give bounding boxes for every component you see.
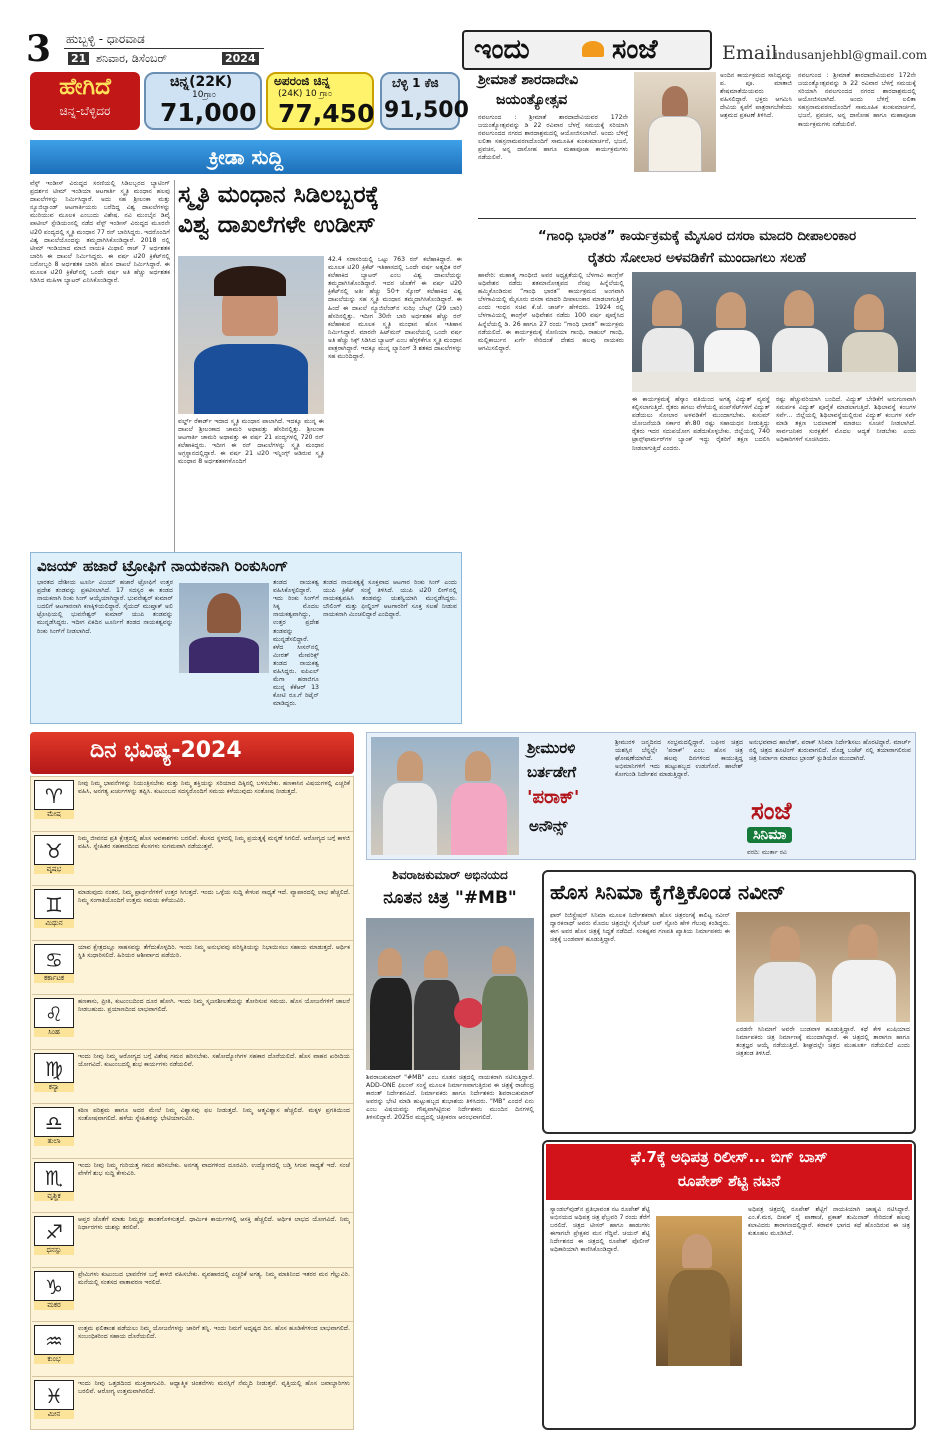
- sagittarius-icon: [34, 1216, 74, 1246]
- zodiac-prediction: ಹಣಕಾಸು, ಪ್ರೀತಿ, ಕುಟುಂಬದಿಂದ ದೂರ ಹೋಗಿ. ಇಂದು ನಿಮ್ಮ ಸೃಜನಶೀಲತೆಯನ್ನು ತೋರಿಸುವ ಸಮಯ. ಹೊಸ ಯೋಜನೆಗಳಿಗೆ ಚಾಲನೆ ನೀಡಬಹುದು. ಪ್ರಯಾಣದಿಂದ ಲಾಭವಾಗಲಿದೆ.: [78, 998, 350, 1013]
- person-1: [652, 290, 682, 326]
- roopesh-box: [542, 1140, 916, 1430]
- silver-card: [380, 72, 469, 130]
- taurus-icon: [34, 835, 74, 865]
- gold-rate-label-line2: ಚಿನ್ನ-ಬೆಳ್ಳಿದರ: [59, 104, 111, 118]
- zodiac-name: ಸಿಂಹ: [34, 1028, 74, 1037]
- mb-person-1-shirt: [370, 978, 412, 1070]
- capricorn-icon: [34, 1271, 74, 1301]
- srimurali-head-2: ಬರ್ತಡೇಗೆ: [527, 763, 577, 781]
- sanje-logo-text: ಸಂಜೆ: [751, 797, 792, 825]
- sports-headline-line1: ಸ್ಮೃತಿ ಮಂಧಾನ ಸಿಡಿಲಬ್ಬರಕ್ಕೆ: [178, 182, 379, 208]
- pisces-icon: [34, 1380, 74, 1410]
- zodiac-prediction: ಕಠಿಣ ಪರಿಶ್ರಮ ಹಾಗೂ ಅದರ ಮೇಲೆ ನಿಮ್ಮ ವಿಶ್ವಾಸವು ಫಲ ನೀಡುತ್ತದೆ. ನಿಮ್ಮ ಆತ್ಮವಿಶ್ವಾಸ ಹೆಚ್ಚಲಿದೆ. ಮಕ್ಕಳ ಪ್ರಗತಿಯಿಂದ ಸಂತೋಷವಾಗಲಿದೆ. ಹಳೆಯ ಸ್ನೇಹಿತರನ್ನು ಭೇಟಿಯಾಗುವಿರಿ.: [78, 1107, 350, 1122]
- gandhi-col2: ಈ ಕಾರ್ಯಕ್ರಮಕ್ಕೆ ಹೆಸ್ಕಾಂ ವತಿಯಿಂದ ಅಗತ್ಯ ವಿದ್ಯುತ್ ವ್ಯವಸ್ಥೆ ಕಲ್ಪಿಸಲಾಗುತ್ತಿದೆ. ರೈತರು ಹಗಲು ವೇಳೆಯಲ್ಲಿ ಪಂಪ್‌ಸೆಟ್‌ಗಳಿಗೆ ವಿದ್ಯುತ್ ಪಡೆಯಲು ಸೋಲಾರ ಅಳವಡಿಕೆಗೆ ಮುಂದಾಗಬೇಕು. ಕುಸುಮ್ ಯೋಜನೆಯಡಿ ಸರ್ಕಾರ ಶೇ.80 ರಷ್ಟು ಸಹಾಯಧನ ನೀಡುತ್ತಿದ್ದು ರೈತರು ಇದರ ಸದುಪಯೋಗ ಪಡೆದುಕೊಳ್ಳಬೇಕು. ಜಿಲ್ಲೆಯಲ್ಲಿ 740 ಟ್ರಾನ್ಸ್‌ಫಾರ್ಮರ್‌ಗಳ ಬ್ಯಾಂಕ್ ಇದ್ದು ರೈತರಿಗೆ ತಕ್ಷಣ ಬದಲಿಸಿ ನೀಡಲಾಗುತ್ತಿದೆ ಎಂದರು.: [632, 396, 770, 452]
- leo-icon: [34, 998, 74, 1028]
- gold-24k-price: 77,450: [278, 99, 375, 128]
- rinku-photo: [179, 583, 269, 673]
- gold-rate-box: [30, 72, 469, 132]
- zodiac-prediction: ಇಂದು ನೀವು ನಿಮ್ಮ ಆರೋಗ್ಯದ ಬಗ್ಗೆ ವಿಶೇಷ ಗಮನ ಹರಿಸಬೇಕು. ಸಹೋದ್ಯೋಗಿಗಳ ಸಹಕಾರ ದೊರೆಯಲಿದೆ. ಹೊಸ ವಾಹನ ಖರೀದಿಯ ಯೋಗವಿದೆ. ಕುಟುಂಬದಲ್ಲಿ ಶುಭ ಕಾರ್ಯಗಳು ನಡೆಯಲಿವೆ.: [78, 1052, 350, 1068]
- zodiac-prediction: ನೀವು ನಿಮ್ಮ ಭಾವನೆಗಳನ್ನು ನಿಯಂತ್ರಿಸಬೇಕು ಮತ್ತು ನಿಮ್ಮ ಶಕ್ತಿಯನ್ನು ಸರಿಯಾದ ದಿಕ್ಕಿನಲ್ಲಿ ಬಳಸಬೇಕು. ಹಣಕಾಸಿನ ವಿಷಯಗಳಲ್ಲಿ ಎಚ್ಚರಿಕೆ ವಹಿಸಿ, ಅನಗತ್ಯ ಖರ್ಚುಗಳನ್ನು ತಪ್ಪಿಸಿ. ಕುಟುಂಬದ ಸದಸ್ಯರೊಂದಿಗೆ ಸಮಯ ಕಳೆಯುವುದು ಸಂತೋಷ ನೀಡುತ್ತದೆ.: [78, 780, 350, 795]
- sharada-headline-line2: ಜಯಂತ್ಯೋತ್ಸವ: [496, 92, 568, 108]
- horoscope-row: [32, 776, 353, 831]
- zodiac-glyph: ♎: [45, 1111, 63, 1135]
- srimurali-photo: [371, 737, 519, 855]
- zodiac-name: ವೃಷಭ: [34, 865, 74, 874]
- srimurali-col1: ಶ್ರೀಮುರಳಿ ಜನ್ಮದಿನದ ಸಂಭ್ರಮದಲ್ಲಿದ್ದಾರೆ. ಬಘೀರ ಚಿತ್ರದ ಯಶಸ್ಸಿನ ಬೆನ್ನಲ್ಲೇ 'ಪರಾಕ್' ಎಂಬ ಹೊಸ ಚಿತ್ರ ಘೋಷಣೆಯಾಗಿದೆ. ಹಲವು ದಿನಗಳಿಂದ ಕಾಯುತ್ತಿದ್ದ ಅಭಿಮಾನಿಗಳಿಗೆ ಇದು ಹುಟ್ಟುಹಬ್ಬದ ಉಡುಗೊರೆ. ಹಾಲೇಶ್ ಕೋಗುಂಡಿ ನಿರ್ದೇಶನ ಮಾಡುತ್ತಿದ್ದಾರೆ.: [615, 739, 743, 779]
- person-3: [784, 290, 814, 326]
- zodiac-name: ಮಿಥುನ: [34, 919, 74, 928]
- vijay-hazare-col2: ತಂಡದ ನಾಯಕತ್ವ ವಹಿಸಿಕೊಳ್ಳಲಿದ್ದಾರೆ. ಇದು ರಿಂಕು ಸಿಂಗ್‌ಗೆ ಸಿಕ್ಕ ಮೊದಲ ನಾಯಕತ್ವವಾಗಿದ್ದು, ಉತ್ತರ ಪ್ರದೇಶ ತಂಡವನ್ನು ಮುನ್ನಡೆಸಲಿದ್ದಾರೆ. ಕಳೆದ ಸೀಸನ್‌ನಲ್ಲಿ ಮೀರತ್ ಮೇವರಿಕ್ಸ್ ತಂಡದ ನಾಯಕತ್ವ ವಹಿಸಿದ್ದರು. ಐಪಿಎಲ್ ಮೆಗಾ ಹರಾಜಿಗೂ ಮುನ್ನ ಕೆಕೆಆರ್ 13 ಕೋಟಿ ರೂ.ಗೆ ರಿಟೈನ್ ಮಾಡಿದ್ದರು.: [273, 579, 319, 708]
- roopesh-col2: ಅಧಿಪತ್ರ ಚಿತ್ರದಲ್ಲಿ ರೂಪೇಶ್ ಶೆಟ್ಟಿಗೆ ನಾಯಕಿಯಾಗಿ ಜಾಹ್ನವಿ ನಟಿಸಿದ್ದಾರೆ. ಎಂ.ಕೆ.ಮಠ, ದೀಪಕ್ ರೈ ಪಾಣಾಜೆ, ಪ್ರಕಾಶ್ ತುಮಿನಾಡ್ ಸೇರಿದಂತೆ ಹಲವು ಕಲಾವಿದರು ತಾರಾಗಣದಲ್ಲಿದ್ದಾರೆ. ಕರಾವಳಿ ಭಾಗದ ಕಥೆ ಹೊಂದಿರುವ ಈ ಚಿತ್ರ ಕುತೂಹಲ ಮೂಡಿಸಿದೆ.: [748, 1206, 910, 1238]
- naveen-box: [542, 870, 916, 1134]
- naveen-photo: [736, 912, 910, 1022]
- zodiac-name: ಕುಂಭ: [34, 1355, 74, 1364]
- zodiac-name: ವೃಶ್ಚಿಕ: [34, 1192, 74, 1201]
- horoscope-row: [32, 1267, 353, 1322]
- zodiac-name: ಕನ್ಯಾ: [34, 1083, 74, 1092]
- smriti-hair: [214, 266, 286, 296]
- mb-head-2: ನೂತನ ಚಿತ್ರ "#MB": [383, 888, 517, 908]
- roopesh-head-2: ರೂಪೇಶ್ ಶೆಟ್ಟಿ ನಟನೆ: [677, 1172, 781, 1190]
- srimurali-head-1: ಶ್ರೀಮುರಳಿ: [527, 739, 576, 757]
- srimurali-face-2: [465, 751, 491, 781]
- horoscope-row: [32, 1158, 353, 1213]
- edition-label: ಹುಬ್ಬಳ್ಳಿ - ಧಾರವಾಡ: [66, 32, 145, 46]
- zodiac-glyph: ♈: [45, 784, 63, 808]
- silver-price: 91,500: [384, 98, 469, 123]
- sanje-cinema-logo: [747, 797, 839, 853]
- zodiac-prediction: ಇಂದು ನೀವು ನಿಮ್ಮ ಗುರಿಯತ್ತ ಗಮನ ಹರಿಸಬೇಕು. ಅನಗತ್ಯ ವಾದಗಳಿಂದ ದೂರವಿರಿ. ಉದ್ಯೋಗದಲ್ಲಿ ಬಡ್ತಿ ಸಿಗುವ ಸಾಧ್ಯತೆ ಇದೆ. ಸಂಜೆ ವೇಳೆಗೆ ಶುಭ ಸುದ್ದಿ ಕೇಳುವಿರಿ.: [78, 1161, 350, 1177]
- gold-24k-card: [266, 72, 374, 130]
- vijay-hazare-col1: ಭಾರತದ ದೇಶೀಯ ಟೂರ್ನಿ ವಿಜಯ್ ಹಜಾರೆ ಟ್ರೋಫಿಗೆ ಉತ್ತರ ಪ್ರದೇಶ ತಂಡವನ್ನು ಪ್ರಕಟಿಸಲಾಗಿದೆ. 17 ಸದಸ್ಯರ ಈ ತಂಡದ ನಾಯಕನಾಗಿ ರಿಂಕು ಸಿಂಗ್ ಆಯ್ಕೆಯಾಗಿದ್ದಾರೆ. ಭುವನೇಶ್ವರ್ ಕುಮಾರ್ ಬದಲಿಗೆ ಆಟಗಾರನಾಗಿ ಕಣಕ್ಕಿಳಿಯಲಿದ್ದಾರೆ. ಸೈಯದ್ ಮುಷ್ತಾಕ್ ಅಲಿ ಟ್ರೋಫಿಯಲ್ಲಿ ಭುವನೇಶ್ವರ್ ಕುಮಾರ್ ಯುಪಿ ತಂಡವನ್ನು ಮುನ್ನಡೆಸಿದ್ದರು. ಇದೀಗ ಏಕದಿನ ಟೂರ್ನಿಗೆ ತಂಡದ ನಾಯಕತ್ವವನ್ನು ರಿಂಕು ಸಿಂಗ್‌ಗೆ ನೀಡಲಾಗಿದೆ.: [37, 579, 173, 635]
- smriti-photo: [178, 256, 324, 414]
- sports-section-title: ಕ್ರೀಡಾ ಸುದ್ದಿ: [208, 145, 284, 169]
- sharada-robe: [648, 116, 702, 172]
- horoscope-row: [32, 1049, 353, 1104]
- mb-body: ಶಿವರಾಜಕುಮಾರ್ "#MB" ಎಂಬ ನೂತನ ಚಿತ್ರದಲ್ಲಿ ನಾಯಕರಾಗಿ ನಟಿಸುತ್ತಿದ್ದಾರೆ. ADD-ONE ಫಿಲಂಸ್ ಸಂಸ್ಥೆ ಮೂಲಕ ನಿರ್ಮಾಣವಾಗುತ್ತಿರುವ ಈ ಚಿತ್ರಕ್ಕೆ ರಾಜೇಂದ್ರ ಕಾರಂತ್ ನಿರ್ದೇಶನವಿದೆ. ನಿರ್ಮಾಪಕರು ಹಾಗೂ ನಿರ್ದೇಶಕರು ಶಿವರಾಜಕುಮಾರ್ ಅವರನ್ನು ಭೇಟಿ ಮಾಡಿ ಹುಟ್ಟುಹಬ್ಬದ ಶುಭಾಶಯ ತಿಳಿಸಿದರು. "MB" ಎಂದರೆ ಏನು ಎಂಬ ವಿಷಯವನ್ನು ಗೌಪ್ಯವಾಗಿಟ್ಟಿರುವ ನಿರ್ದೇಶಕರು ಮುಂದಿನ ದಿನಗಳಲ್ಲಿ ತಿಳಿಸಲಿದ್ದಾರೆ. 2025ರ ಮಧ್ಯದಲ್ಲಿ ಚಿತ್ರೀಕರಣ ಆರಂಭವಾಗಲಿದೆ.: [366, 1074, 534, 1122]
- gold-24k-unit: (24K) 10 ಗ್ರಾಂ: [278, 89, 332, 99]
- gandhi-col1: ಹಾವೇರಿ: ಮಹಾತ್ಮ ಗಾಂಧೀಜಿ ಅವರ ಅಧ್ಯಕ್ಷತೆಯಲ್ಲಿ ಬೆಳಗಾವಿ ಕಾಂಗ್ರೆಸ್ ಅಧಿವೇಶನ ನಡೆದು ಶತಮಾನೋತ್ಸವದ ನೆನಪು ಹಿನ್ನೆಲೆಯಲ್ಲಿ ಹಮ್ಮಿಕೊಂಡಿರುವ “ಗಾಂಧಿ ಭಾರತ” ಕಾರ್ಯಕ್ರಮದ ಅಂಗವಾಗಿ ಬೆಳಗಾವಿಯಲ್ಲಿ ಮೈಸೂರು ದಸರಾ ಮಾದರಿ ದೀಪಾಲಂಕಾರ ಮಾಡಲಾಗುತ್ತಿದೆ ಎಂದು ಇಂಧನ ಸಚಿವ ಕೆ.ಜೆ. ಜಾರ್ಜ್ ಹೇಳಿದರು. 1924 ರಲ್ಲಿ ಬೆಳಗಾವಿಯಲ್ಲಿ ಕಾಂಗ್ರೆಸ್ ಅಧಿವೇಶನ ನಡೆದು 100 ವರ್ಷ ಪೂರೈಸಿದ ಹಿನ್ನೆಲೆಯಲ್ಲಿ ಡಿ. 26 ಹಾಗೂ 27 ರಂದು “ಗಾಂಧಿ ಭಾರತ” ಕಾರ್ಯಕ್ರಮ ನಡೆಯಲಿದೆ. ಈ ಕಾರ್ಯಕ್ರಮಕ್ಕೆ ಸೋನಿಯಾ ಗಾಂಧಿ, ರಾಹುಲ್ ಗಾಂಧಿ, ಮಲ್ಲಿಕಾರ್ಜುನ ಖರ್ಗೆ ಸೇರಿದಂತೆ ದೇಶದ ಹಲವು ನಾಯಕರು ಆಗಮಿಸಲಿದ್ದಾರೆ.: [478, 272, 624, 352]
- paper-name-right: ಸಂಜೆ: [612, 34, 658, 65]
- zodiac-glyph: ♑: [45, 1274, 63, 1299]
- date-year: 2024: [222, 52, 259, 65]
- sharada-col2: ಅಂದಿನ ಕಾರ್ಯಕ್ರಮದ ಸಾನಿಧ್ಯವನ್ನು ಪ. ಪೂ. ಮಾತಾಜಿ ಶೇಷಮಾತೆಯಿಯವರು ವಹಿಸಲಿದ್ದಾರೆ. ಭಕ್ತರು ಆಗಮಿಸಿ ದೇವಿಯ ಕೃಪೆಗೆ ಪಾತ್ರರಾಗಬೇಕೆಂದು ಆಶ್ರಮದ ಪ್ರಕಟಣೆ ತಿಳಿಸಿದೆ.: [720, 72, 792, 120]
- gold-rate-label-line1: ಹೇಗಿದೆ: [59, 74, 111, 100]
- naveen-shirt-1: [754, 962, 816, 1022]
- mb-head-1: ಶಿವರಾಜಕುಮಾರ್ ಅಭಿನಯದ: [392, 868, 508, 882]
- srimurali-head-4: ಅನೌನ್ಸ್: [529, 817, 568, 835]
- horoscope-row: [32, 1103, 353, 1158]
- sharada-bottom-rule: [478, 218, 916, 219]
- aries-icon: [34, 780, 74, 810]
- zodiac-glyph: ♐: [45, 1220, 63, 1244]
- gandhi-headline: “ಗಾಂಧಿ ಭಾರತ” ಕಾರ್ಯಕ್ರಮಕ್ಕೆ ಮೈಸೂರ ದಸರಾ ಮಾದರಿ ದೀಪಾಲಂಕಾರ: [537, 228, 857, 244]
- libra-icon: [34, 1107, 74, 1137]
- horoscope-row: [32, 940, 353, 995]
- date-day: 21: [68, 52, 89, 65]
- mb-person-2: [424, 950, 448, 978]
- mb-photo: [366, 918, 534, 1070]
- zodiac-glyph: ♋: [45, 947, 63, 972]
- virgo-icon: [34, 1053, 74, 1083]
- horoscope-banner: [30, 732, 354, 774]
- masthead: [0, 0, 945, 70]
- roopesh-head-1: ಫೆ.7ಕ್ಕೆ ಅಧಿಪತ್ರ ರಿಲೀಸ್... ಬಿಗ್ ಬಾಸ್: [630, 1148, 828, 1166]
- paper-logo: [462, 30, 712, 70]
- zodiac-name: ಕರ್ಕಾಟಕ: [34, 974, 74, 983]
- vijay-hazare-box: [30, 552, 462, 724]
- sports-divider: [174, 180, 175, 552]
- person-4: [854, 294, 884, 330]
- mb-bouquet: [454, 998, 484, 1028]
- naveen-col2: ಎರಡನೇ ಸಿನಿಮಾಗೆ ಅವರೇ ಬಂಡವಾಳ ಹೂಡುತ್ತಿದ್ದಾರೆ. ಕಥೆ ಕೇಳಿ ಖುಷಿಯಾದ ನಿರ್ಮಾಪಕರು ಚಿತ್ರ ನಿರ್ಮಾಣಕ್ಕೆ ಮುಂದಾಗಿದ್ದಾರೆ. ಈ ಚಿತ್ರದಲ್ಲಿ ತಾರಾಗಣ ಹಾಗೂ ತಂತ್ರಜ್ಞರ ಆಯ್ಕೆ ನಡೆಯುತ್ತಿದೆ. ಶೀಘ್ರದಲ್ಲೇ ಚಿತ್ರದ ಮುಹೂರ್ತ ನಡೆಯಲಿದೆ ಎಂದು ಚಿತ್ರತಂಡ ತಿಳಿಸಿದೆ.: [736, 1026, 910, 1058]
- roopesh-face: [682, 1234, 712, 1268]
- gold-22k-title: ಚಿನ್ನ(22K): [170, 74, 233, 90]
- vijay-hazare-headline: ವಿಜಯ್ ಹಜಾರೆ ಟ್ರೋಫಿಗೆ ನಾಯಕನಾಗಿ ರಿಂಕುಸಿಂಗ್: [37, 557, 289, 575]
- sun-icon: [582, 41, 604, 57]
- press-table: [632, 372, 916, 392]
- srimurali-col2: ಅನುಭವವಾದ ಹಾಲೇಶ್, ಪರಾಕ್ ಸಿನಿಮಾ ನಿರ್ದೇಶಿಸಲು ಹೊರಟಿದ್ದಾರೆ. ಮಾರ್ಚ್ ನಲ್ಲಿ ಚಿತ್ರದ ಶೂಟಿಂಗ್ ಶುರುವಾಗಲಿದೆ. ದೊಡ್ಡ ಬಜೆಟ್ ನಲ್ಲಿ ತಯಾರಾಗಲಿರುವ ಚಿತ್ರ ನಿರ್ಮಾಣ ಮಾಡಲು ಬ್ರಾಂಡ್ ಸ್ಟುಡಿಯೋ ಮುಂದಾಗಿದೆ.: [749, 739, 911, 763]
- gold-22k-card: [144, 72, 262, 130]
- mb-person-1: [378, 948, 402, 976]
- zodiac-name: ತುಲಾ: [34, 1137, 74, 1146]
- zodiac-prediction: ಪ್ರೇಮಿಗಳು ಕುಟುಂಬದ ಭಾವನೆಗಳ ಬಗ್ಗೆ ಕಾಳಜಿ ವಹಿಸಬೇಕು. ವ್ಯವಹಾರದಲ್ಲಿ ಎಚ್ಚರಿಕೆ ಅಗತ್ಯ. ನಿಮ್ಮ ಮಾತಿನಿಂದ ಇತರರ ಮನ ಗೆಲ್ಲುವಿರಿ. ಮನೆಯಲ್ಲಿ ಸಂತಸದ ವಾತಾವರಣ ಇರಲಿದೆ.: [78, 1270, 350, 1286]
- person-2: [716, 292, 746, 328]
- zodiac-glyph: ♏: [45, 1165, 63, 1190]
- zodiac-glyph: ♌: [45, 1002, 63, 1026]
- zodiac-glyph: ♍: [45, 1056, 63, 1081]
- vijay-hazare-col3: ತಂಡದ ನಾಯಕತ್ವಕ್ಕೆ ಸೂಕ್ತವಾದ ಆಟಗಾರ ರಿಂಕು ಸಿಂಗ್ ಎಂದು ಯುಪಿ ಕ್ರಿಕೆಟ್ ಸಂಸ್ಥೆ ತಿಳಿಸಿದೆ. ಯುಪಿ ಟಿ20 ಲೀಗ್‌ನಲ್ಲಿ ನಾಯಕತ್ವವಹಿಸಿ ತಂಡವನ್ನು ಯಶಸ್ವಿಯಾಗಿ ಮುನ್ನಡೆಸಿದ್ದರು. ಬೌಲಿಂಗ್ ಮತ್ತು ಫೀಲ್ಡಿಂಗ್ ಆಟಗಾರರಿಗೆ ಸೂಕ್ತ ಸಲಹೆ ನೀಡುವ ನಾಯಕನಾಗಿ ಮಿಂಚಲಿದ್ದಾರೆ ಎಂದಿದ್ದಾರೆ.: [323, 579, 457, 619]
- zodiac-prediction: ನಿಮ್ಮ ಜೀವನದ ಪ್ರತಿ ಕ್ಷೇತ್ರದಲ್ಲಿ ಹೊಸ ಅವಕಾಶಗಳು ಬರಲಿವೆ. ಕೆಲಸದ ಸ್ಥಳದಲ್ಲಿ ನಿಮ್ಮ ಪ್ರಯತ್ನಕ್ಕೆ ಮನ್ನಣೆ ಸಿಗಲಿದೆ. ಆರೋಗ್ಯದ ಬಗ್ಗೆ ಕಾಳಜಿ ವಹಿಸಿ. ಸ್ನೇಹಿತರ ಸಹಕಾರದಿಂದ ಕೆಲಸಗಳು ಸುಗಮವಾಗಿ ನಡೆಯುತ್ತವೆ.: [78, 834, 350, 850]
- sports-col2: ವರ್ಲ್ಡ್ ರೆಕಾರ್ಡ್ ಇದಾದ ಸ್ಮೃತಿ ಮಂಧಾನ ಪಾಲಾಗಿದೆ. ಇದಕ್ಕೂ ಮುನ್ನ ಈ ದಾಖಲೆ ಶ್ರೀಲಂಕಾದ ಚಾಮರಿ ಅಥಾಪತ್ತು ಹೆಸರಿನಲ್ಲಿತ್ತು. ಶ್ರೀಲಂಕಾ ಆಟಗಾರ್ತಿ ಚಾಮರಿ ಅಥಾಪತ್ತು ಈ ವರ್ಷ 21 ಪಂದ್ಯಗಳಲ್ಲಿ 720 ರನ್ ಕಲೆಹಾಕಿದ್ದರು. ಇದೀಗ ಈ ರನ್ ದಾಖಲೆಗಳನ್ನು ಸ್ಮೃತಿ ಮಂಧಾನ ಅಗ್ರಸ್ಥಾನದಲ್ಲಿದ್ದಾರೆ. ಈ ವರ್ಷ 21 ಟಿ20 ಇನ್ನಿಂಗ್ಸ್ ಆಡಿರುವ ಸ್ಮೃತಿ ಮಂಧಾನ 8 ಅರ್ಧಶತಕಗಳೊಂದಿಗೆ: [178, 418, 324, 466]
- zodiac-glyph: ♒: [45, 1329, 63, 1353]
- sports-headline-line2: ವಿಶ್ವ ದಾಖಲೆಗಳೇ ಉಡೀಸ್: [178, 212, 376, 238]
- gandhi-press-photo: [632, 272, 916, 392]
- cinema-byline: ವರದಿ: ಮುರ್ತಾ ರವಿ: [747, 849, 787, 856]
- sharada-headline-line1: ಶ್ರೀಮಾತೆ ಶಾರದಾದೇವಿ: [478, 72, 579, 88]
- sports-section-banner: [30, 140, 462, 174]
- horoscope-row: [32, 1321, 353, 1376]
- horoscope-row: [32, 1212, 353, 1267]
- email-address[interactable]: indusanjehbl@gmail.com: [774, 48, 928, 62]
- gold-rate-label: [30, 72, 140, 130]
- sharada-photo: [634, 72, 716, 172]
- zodiac-glyph: ♉: [45, 838, 63, 863]
- zodiac-name: ಮೀನ: [34, 1410, 74, 1419]
- sharada-body: ನವಲಗುಂದ : ಶ್ರೀಮಾತೆ ಶಾರದಾದೇವಿಯವರ 172ನೇ ಜಯಂತ್ಯೋತ್ಸವವನ್ನು ಡಿ 22 ರವಿವಾರ ಬೆಳಗ್ಗೆ ಸಮಯಕ್ಕೆ ಸರಿಯಾಗಿ ನವಲಗುಂದದ ನಗರದ ಶಾರದಾಶ್ರಮದಲ್ಲಿ ಆಯೋಜಿಸಲಾಗಿದೆ. ಅಂದು ಬೆಳಿಗ್ಗೆ ಲಲಿತಾ ಸಹಸ್ರನಾಮಪಠಣದೊಂದಿಗೆ ಸಾಮೂಹಿಕ ಕುಂಕುಮಾರ್ಚನೆ, ಭಜನೆ, ಪ್ರವಚನ, ಅನ್ನ ದಾಸೋಹ ಹಾಗೂ ಮಹಾಪೂಜಾ ಕಾರ್ಯಕ್ರಮಗಳು ನಡೆಯಲಿವೆ.: [478, 114, 628, 162]
- roopesh-col1: ಸ್ಯಾಂಡಲ್‌ವುಡ್‌ನ ಪ್ರತಿಭಾವಂತ ನಟ ರೂಪೇಶ್ ಶೆಟ್ಟಿ ಅಭಿನಯದ ಅಧಿಪತ್ರ ಚಿತ್ರ ಫೆಬ್ರವರಿ 7 ರಂದು ತೆರೆಗೆ ಬರಲಿದೆ. ಚಿತ್ರದ ಟೀಸರ್ ಹಾಗೂ ಹಾಡುಗಳು ಈಗಾಗಲೇ ಪ್ರೇಕ್ಷಕರ ಮನ ಗೆದ್ದಿವೆ. ಚಯನ್ ಶೆಟ್ಟಿ ನಿರ್ದೇಶನದ ಈ ಚಿತ್ರದಲ್ಲಿ ರೂಪೇಶ್ ಪೊಲೀಸ್ ಅಧಿಕಾರಿಯಾಗಿ ಕಾಣಿಸಿಕೊಂಡಿದ್ದಾರೆ.: [550, 1206, 650, 1254]
- horoscope-row: [32, 831, 353, 886]
- naveen-col1: ಫಾರ್ ರಿಜಿಸ್ಟ್ರೇಷನ್ ಸಿನಿಮಾ ಮೂಲಕ ನಿರ್ದೇಶಕರಾಗಿ ಹೊಸ ಚಿತ್ರರಂಗಕ್ಕೆ ಕಾಲಿಟ್ಟ ನವೀನ್ ದ್ವಾರಕನಾಥ್ ಅವರು ಮೊದಲ ಚಿತ್ರದಲ್ಲೇ ಸೈಲೆಂಟ್ ಲವ್ ಸ್ಟೋರಿ ಹೇಳಿ ಗೆಲುವು ಕಂಡಿದ್ದರು. ಈಗ ಅವರ ಹೊಸ ಚಿತ್ರಕ್ಕೆ ಸಿದ್ಧತೆ ನಡೆದಿದೆ. ಸಂಕಷ್ಟಕರ ಗಣಪತಿ ಖ್ಯಾತಿಯ ನಿರ್ಮಾಪಕರು ಈ ಚಿತ್ರಕ್ಕೆ ಬಂಡವಾಳ ಹೂಡುತ್ತಿದ್ದಾರೆ.: [550, 912, 730, 944]
- smriti-jersey: [194, 344, 308, 414]
- zodiac-glyph: ♓: [45, 1383, 63, 1408]
- roopesh-headline-band: [546, 1144, 912, 1200]
- sharada-col3: ನವಲಗುಂದ : ಶ್ರೀಮಾತೆ ಶಾರದಾದೇವಿಯವರ 172ನೇ ಜಯಂತ್ಯೋತ್ಸವವನ್ನು ಡಿ 22 ರವಿವಾರ ಬೆಳಗ್ಗೆ ಸಮಯಕ್ಕೆ ಸರಿಯಾಗಿ ನವಲಗುಂದದ ನಗರದ ಶಾರದಾಶ್ರಮದಲ್ಲಿ ಆಯೋಜಿಸಲಾಗಿದೆ. ಅಂದು ಬೆಳಿಗ್ಗೆ ಲಲಿತಾ ಸಹಸ್ರನಾಮಪಠಣದೊಂದಿಗೆ ಸಾಮೂಹಿಕ ಕುಂಕುಮಾರ್ಚನೆ, ಭಜನೆ, ಪ್ರವಚನ, ಅನ್ನ ದಾಸೋಹ ಹಾಗೂ ಮಹಾಪೂಜಾ ಕಾರ್ಯಕ್ರಮಗಳು ನಡೆಯಲಿವೆ.: [798, 72, 916, 128]
- gold-22k-price: 71,000: [160, 98, 257, 127]
- silver-title: ಬೆಳ್ಳಿ 1 ಕೆಜಿ: [392, 76, 439, 90]
- masthead-rule: [64, 48, 264, 49]
- rinku-face: [207, 593, 241, 633]
- page-number: 3: [26, 28, 52, 70]
- zodiac-prediction: ಆಪ್ತರ ಜೊತೆಗೆ ಮಾತು ನಿಮ್ಮನ್ನು ಶಾಂತಗೊಳಿಸುತ್ತದೆ. ಧಾರ್ಮಿಕ ಕಾರ್ಯಗಳಲ್ಲಿ ಆಸಕ್ತಿ ಹೆಚ್ಚಲಿದೆ. ಆರ್ಥಿಕ ಲಾಭದ ಯೋಗವಿದೆ. ನಿಮ್ಮ ನಿರ್ಧಾರಗಳು ಯಶಸ್ಸು ತರಲಿವೆ.: [78, 1216, 350, 1231]
- sports-col1: ವೆಸ್ಟ್ ಇಂಡೀಸ್ ವಿರುದ್ಧದ ಸರಣಿಯಲ್ಲಿ ಸಿಡಿಲಬ್ಬರದ ಬ್ಯಾಟಿಂಗ್ ಪ್ರದರ್ಶನ ಟೀಮ್ ಇಂಡಿಯಾ ಆಟಗಾರ್ತಿ ಸ್ಮೃತಿ ಮಂಧಾನ ಹಲವು ದಾಖಲೆಗಳನ್ನು ನಿರ್ಮಿಸಿದ್ದಾರೆ. ಅದು ಸಹ ಶ್ರೀಲಂಕಾ ಮತ್ತು ನ್ಯೂಜಿಲ್ಯಾಂಡ್ ಆಟಗಾರ್ತಿಯರು ಬರೆದಿದ್ದ ವಿಶ್ವ ದಾಖಲೆಗಳನ್ನು ಮುರಿಯುವ ಮೂಲಕ ಎಂಬುದು ವಿಶೇಷ. ನವಿ ಮುಂಬೈನ ಡಿವೈ ಪಾಟೀಲ್ ಸ್ಟೇಡಿಯಂನಲ್ಲಿ ನಡೆದ ವೆಸ್ಟ್ ಇಂಡೀಸ್ ವಿರುದ್ಧದ ಮೂರನೇ ಟಿ20 ಪಂದ್ಯದಲ್ಲಿ ಸ್ಮೃತಿ ಮಂಧಾನ 77 ರನ್ ಬಾರಿಸಿದ್ದರು. ಇದರೊಂದಿಗೆ ವಿಶ್ವ ದಾಖಲೆಯೊಂದನ್ನು ತಮ್ಮದಾಗಿಸಿಕೊಂಡಿದ್ದಾರೆ. 2018 ರಲ್ಲಿ ಟೀಮ್ ಇಂಡಿಯಾದ ಮಾಜಿ ನಾಯಕಿ ಮಿಥಾಲಿ ರಾಜ್ 7 ಅರ್ಧಶತಕ ಬಾರಿಸಿ ಈ ದಾಖಲೆ ನಿರ್ಮಿಸಿದ್ದರು. ಈ ವರ್ಷ ಟಿ20 ಕ್ರಿಕೆಟ್‌ನಲ್ಲಿ ಬರೋಬ್ಬರಿ 8 ಅರ್ಧಶತಕ ಬಾರಿಸಿ ಹೊಸ ದಾಖಲೆ ನಿರ್ಮಿಸಿದ್ದಾರೆ. ಈ ಮೂಲಕ ಟಿ20 ಕ್ರಿಕೆಟ್‌ನಲ್ಲಿ ಒಂದೇ ವರ್ಷ ಅತಿ ಹೆಚ್ಚು ಅರ್ಧಶತಕ ಸಿಡಿಸಿದ ಮಹಿಳಾ ಬ್ಯಾಟರ್ ಎನಿಸಿಕೊಂಡಿದ್ದಾರೆ.: [30, 180, 170, 285]
- gandhi-col3: ರಷ್ಟು ಹೆಚ್ಚುವರಿಯಾಗಿ ಬಂದಿದೆ. ವಿದ್ಯುತ್ ಬೇಡಿಕೆಗೆ ಅನುಗುಣವಾಗಿ ಸಮರ್ಪಕ ವಿದ್ಯುತ್ ಪೂರೈಕೆ ಮಾಡಲಾಗುತ್ತಿದೆ. ಶಿಥಿಲಾವಸ್ಥೆ ಕಂಬಗಳ ಸರ್ವೆ... ಜಿಲ್ಲೆಯಲ್ಲಿ ಶಿಥಿಲಾವಸ್ಥೆಯಲ್ಲಿರುವ ವಿದ್ಯುತ್ ಕಂಬಗಳ ಸರ್ವೆ ಮಾಡಿ ತಕ್ಷಣ ಬದಲಾವಣೆ ಮಾಡಲು ಸೂಚನೆ ನೀಡಲಾಗಿದೆ. ಸಾರ್ವಜನಿಕರ ಸುರಕ್ಷತೆಗೆ ಮೊದಲ ಆದ್ಯತೆ ನೀಡಬೇಕು ಎಂದು ಅಧಿಕಾರಿಗಳಿಗೆ ಸೂಚಿಸಿದರು.: [776, 396, 916, 444]
- date-text: ಶನಿವಾರ, ಡಿಸೆಂಬರ್: [96, 52, 167, 65]
- aquarius-icon: [34, 1325, 74, 1355]
- sports-col3: 42.4 ಸರಾಸರಿಯಲ್ಲಿ ಒಟ್ಟು 763 ರನ್ ಕಲೆಹಾಕಿದ್ದಾರೆ. ಈ ಮೂಲಕ ಟಿ20 ಕ್ರಿಕೆಟ್ ಇತಿಹಾಸದಲ್ಲಿ ಒಂದೇ ವರ್ಷ ಅತ್ಯಧಿಕ ರನ್ ಕಲೆಹಾಕಿದ ಬ್ಯಾಟರ್ ಎಂಬ ವಿಶ್ವ ದಾಖಲೆಯನ್ನು ತಮ್ಮದಾಗಿಸಿಕೊಂಡಿದ್ದಾರೆ. ಇದರ ಜೊತೆಗೆ ಈ ವರ್ಷ ಟಿ20 ಕ್ರಿಕೆಟ್‌ನಲ್ಲಿ ಅತೀ ಹೆಚ್ಚು 50+ ಸ್ಕೋರ್ ಕಲೆಹಾಕಿದ ವಿಶ್ವ ದಾಖಲೆಯನ್ನು ಸಹ ಸ್ಮೃತಿ ಮಂಧಾನ ತಮ್ಮದಾಗಿಸಿಕೊಂಡಿದ್ದಾರೆ. ಈ ಹಿಂದೆ ಈ ದಾಖಲೆ ನ್ಯೂಜಿಲೆಂಡ್‌ನ ಸುಝಿ ಬೇಟ್ಸ್ (29 ಬಾರಿ) ಹೆಸರಿನಲ್ಲಿತ್ತು. ಇದೀಗ 30ನೇ ಬಾರಿ ಅರ್ಧಶತಕ ಹೆಚ್ಚು ರನ್ ಕಲೆಹಾಕುವ ಮೂಲಕ ಸ್ಮೃತಿ ಮಂಧಾನ ಹೊಸ ಇತಿಹಾಸ ನಿರ್ಮಿಸಿದ್ದಾರೆ. ಮಾರನೇ ಹಿಟ್‌ಮನ್ ದಾಖಲೆಯಲ್ಲಿ ಒಂದೇ ವರ್ಷ ಅತಿ ಹೆಚ್ಚು ಸಿಕ್ಸ್ ಸಿಡಿಸಿದ ಬ್ಯಾಟರ್ ಎಂಬ ಹೆಗ್ಗಳಿಕೆಗೂ ಸ್ಮೃತಿ ಮಂಧಾನ ಪಾತ್ರರಾಗಿದ್ದಾರೆ. ಇದಕ್ಕೂ ಮುನ್ನ ಲ್ಯಾನಿಂಗ್ 3 ಶತಕದ ದಾಖಲೆಗಳನ್ನು ಸಹ ಮುರಿದಿದ್ದಾರೆ.: [328, 256, 462, 361]
- gemini-icon: [34, 889, 74, 919]
- roopesh-photo: [656, 1216, 742, 1366]
- mb-person-3-shirt: [482, 976, 528, 1070]
- zodiac-prediction: ಯಾವ ಕ್ಷೇತ್ರದಲ್ಲೂ ಸಾಹಸವನ್ನು ತೆಗೆದುಕೊಳ್ಳದಿರಿ. ಇಂದು ನಿಮ್ಮ ಅನುಭವವು ಪರಿಸ್ಥಿತಿಯನ್ನು ನಿಭಾಯಿಸಲು ಸಹಾಯ ಮಾಡುತ್ತದೆ. ಆರ್ಥಿಕ ಸ್ಥಿತಿ ಸುಧಾರಿಸಲಿದೆ. ಹಿರಿಯರ ಆಶೀರ್ವಾದ ಪಡೆಯಿರಿ.: [78, 943, 350, 959]
- zodiac-name: ಧನಸ್ಸು: [34, 1246, 74, 1255]
- naveen-headline: ಹೊಸ ಸಿನಿಮಾ ಕೈಗೆತ್ತಿಕೊಂಡ ನವೀನ್: [550, 880, 786, 904]
- mb-person-2-shirt: [414, 980, 460, 1070]
- mb-person-3: [492, 946, 516, 974]
- horoscope-row: [32, 994, 353, 1049]
- zodiac-name: ಮಕರ: [34, 1301, 74, 1310]
- naveen-shirt-2: [832, 960, 896, 1022]
- horoscope-row: [32, 885, 353, 940]
- roopesh-uniform: [668, 1270, 730, 1366]
- paper-name-left: ಇಂದು: [474, 34, 530, 65]
- naveen-face-1: [770, 926, 800, 960]
- gold-24k-title: ಅಪರಂಜಿ ಚಿನ್ನ: [274, 74, 330, 88]
- horoscope-row: [32, 1376, 353, 1431]
- horoscope-title: ದಿನ ಭವಿಷ್ಯ-2024: [90, 738, 242, 763]
- srimurali-shirt-1: [383, 783, 437, 855]
- naveen-face-2: [848, 924, 878, 958]
- zodiac-glyph: ♊: [45, 893, 63, 917]
- gold-22k-unit: 10ಗ್ರಾಂ: [192, 90, 216, 100]
- zodiac-prediction: ಉತ್ತಮ ಫಲಿತಾಂಶ ಪಡೆಯಲು ನಿಮ್ಮ ಯೋಜನೆಗಳನ್ನು ಜಾರಿಗೆ ತನ್ನಿ. ಇಂದು ನಿಮಗೆ ಅದೃಷ್ಟದ ದಿನ. ಹೊಸ ಹೂಡಿಕೆಗಳಿಂದ ಲಾಭವಾಗಲಿದೆ. ಸಂಬಂಧಿಕರಿಂದ ಸಹಾಯ ದೊರೆಯಲಿದೆ.: [78, 1325, 350, 1340]
- gandhi-subhead: ರೈತರು ಸೋಲಾರ ಅಳವಡಿಕೆಗೆ ಮುಂದಾಗಲು ಸಲಹೆ: [588, 250, 806, 266]
- rinku-jersey: [189, 637, 259, 673]
- zodiac-prediction: ಮಾಡುವುದು ನಂತರ, ನಿಮ್ಮ ಪ್ರಾರ್ಥನೆಗಳಿಗೆ ಉತ್ತರ ಸಿಗುತ್ತದೆ. ಇಂದು ಒಳ್ಳೆಯ ಸುದ್ದಿ ಕೇಳುವ ಸಾಧ್ಯತೆ ಇದೆ. ವ್ಯಾಪಾರದಲ್ಲಿ ಲಾಭ ಹೆಚ್ಚಲಿದೆ. ನಿಮ್ಮ ಸಂಗಾತಿಯೊಂದಿಗೆ ಉತ್ತಮ ಸಮಯ ಕಳೆಯುವಿರಿ.: [78, 889, 350, 904]
- cancer-icon: [34, 944, 74, 974]
- srimurali-shirt-2: [451, 783, 507, 855]
- zodiac-prediction: ಇಂದು ನೀವು ಒತ್ತಡದಿಂದ ಮುಕ್ತರಾಗುವಿರಿ. ಆಧ್ಯಾತ್ಮಿಕ ಚಿಂತನೆಗಳು ಮನಸ್ಸಿಗೆ ನೆಮ್ಮದಿ ನೀಡುತ್ತವೆ. ವೃತ್ತಿಯಲ್ಲಿ ಹೊಸ ಜವಾಬ್ದಾರಿಗಳು ಬರಲಿವೆ. ಆರೋಗ್ಯ ಉತ್ತಮವಾಗಿರಲಿದೆ.: [78, 1379, 350, 1395]
- srimurali-head-3: 'ಪರಾಕ್': [527, 787, 580, 808]
- srimurali-box: [366, 732, 916, 860]
- email-label: Email: [722, 42, 778, 64]
- zodiac-name: ಮೇಷ: [34, 810, 74, 819]
- srimurali-face-1: [397, 751, 423, 781]
- scorpio-icon: [34, 1162, 74, 1192]
- cinema-logo-text: ಸಿನಿಮಾ: [747, 827, 792, 843]
- sharada-face: [662, 86, 688, 116]
